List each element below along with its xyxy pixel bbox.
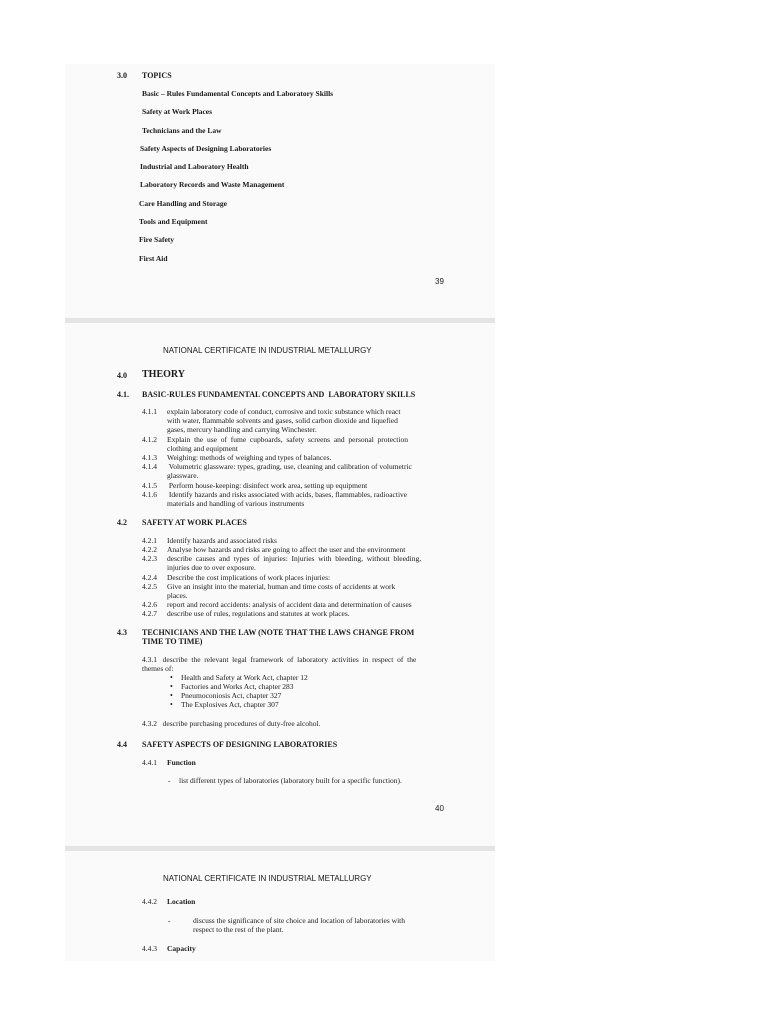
item-number: 4.1.6 xyxy=(142,490,157,499)
bullet-icon: • xyxy=(170,673,173,682)
item-text: respect to the rest of the plant. xyxy=(193,925,284,934)
bullet-icon: • xyxy=(170,700,173,709)
section-number: 4.3 xyxy=(117,628,127,637)
item-text: Volumetric glassware: types, grading, use, cleaning and calibration of volumetric xyxy=(167,462,412,471)
topics-heading: TOPICS xyxy=(142,71,172,80)
topics-number: 3.0 xyxy=(117,71,127,80)
item-number: 4.1.2 xyxy=(142,435,157,444)
bullet-text: Factories and Works Act, chapter 283 xyxy=(181,682,294,691)
item-text: Describe the cost implications of work places injuries: xyxy=(167,573,331,582)
item-text: Identify hazards and risks associated with acids, bases, flammables, radioactive xyxy=(167,490,408,499)
page-header: NATIONAL CERTIFICATE IN INDUSTRIAL METALLURGY xyxy=(163,346,372,355)
item-number: 4.1.5 xyxy=(142,481,157,490)
item-text: glassware. xyxy=(167,471,199,480)
bullet-icon: • xyxy=(170,691,173,700)
item-text: discuss the significance of site choice and location of laboratories with xyxy=(193,916,406,925)
document-page-41 xyxy=(65,851,495,961)
item-number: 4.2.5 xyxy=(142,582,157,591)
bullet-text: Pneumoconiosis Act, chapter 327 xyxy=(181,691,282,700)
item-text: explain laboratory code of conduct, corrosive and toxic substance which react xyxy=(167,407,401,416)
topic-item: Tools and Equipment xyxy=(139,217,208,226)
item-text: Weighing: methods of weighing and types of balances. xyxy=(167,453,332,462)
item-number: 4.1.1 xyxy=(142,407,157,416)
document-page-39 xyxy=(65,64,495,318)
subsection-heading: Function xyxy=(167,758,196,767)
section-number: 4.1. xyxy=(117,390,129,399)
section-heading-cont: TIME TO TIME) xyxy=(142,637,203,646)
topic-item: Laboratory Records and Waste Management xyxy=(140,180,285,189)
item-number: 4.1.4 xyxy=(142,462,157,471)
item-text: clothing and equipment xyxy=(167,444,238,453)
item-text: 4.3.2 describe purchasing procedures of duty-free alcohol. xyxy=(142,719,321,728)
topic-item: Basic – Rules Fundamental Concepts and Laboratory Skills xyxy=(142,89,334,98)
page-header: NATIONAL CERTIFICATE IN INDUSTRIAL METALLURGY xyxy=(163,874,372,883)
bullet-icon: • xyxy=(170,682,173,691)
item-number: 4.2.3 xyxy=(142,554,157,563)
bullet-text: Health and Safety at Work Act, chapter 12 xyxy=(181,673,308,682)
item-text: Identify hazards and associated risks xyxy=(167,536,277,545)
bullet-text: The Explosives Act, chapter 307 xyxy=(181,700,279,709)
item-number: 4.2.7 xyxy=(142,609,157,618)
item-text: themes of: xyxy=(142,664,174,673)
dash-marker: - xyxy=(168,776,171,785)
theory-heading: THEORY xyxy=(142,369,185,380)
item-text: 4.3.1 describe the relevant legal framework of laboratory activities in respect of the xyxy=(142,655,417,664)
subsection-number: 4.4.1 xyxy=(142,758,157,767)
item-number: 4.2.2 xyxy=(142,545,157,554)
subsection-heading: Location xyxy=(167,897,196,906)
item-text: injuries due to over exposure. xyxy=(167,563,256,572)
item-text: materials and handling of various instruments xyxy=(167,499,305,508)
subsection-heading: Capacity xyxy=(167,944,196,953)
item-text: with water, flammable solvents and gases, solid carbon dioxide and liquefied xyxy=(167,416,398,425)
item-text: Perform house-keeping: disinfect work area, setting up equipment xyxy=(167,481,368,490)
item-number: 4.2.4 xyxy=(142,573,157,582)
topic-item: Care Handling and Storage xyxy=(139,199,227,208)
page-number: 40 xyxy=(435,804,444,813)
item-text: gases, mercury handling and carrying Winchester. xyxy=(167,425,317,434)
section-heading: SAFETY ASPECTS OF DESIGNING LABORATORIES xyxy=(142,740,338,749)
topic-item: First Aid xyxy=(139,254,168,263)
topic-item: Technicians and the Law xyxy=(142,126,222,135)
item-text: report and record accidents: analysis of accident data and determination of causes xyxy=(167,600,412,609)
subsection-number: 4.4.2 xyxy=(142,897,157,906)
item-text: Analyse how hazards and risks are going to affect the user and the environment xyxy=(167,545,406,554)
section-number: 4.4 xyxy=(117,740,127,749)
section-heading: BASIC-RULES FUNDAMENTAL CONCEPTS AND LABORATORY SKILLS xyxy=(142,390,416,399)
section-heading: SAFETY AT WORK PLACES xyxy=(142,518,247,527)
section-number: 4.2 xyxy=(117,518,127,527)
item-number: 4.2.1 xyxy=(142,536,157,545)
item-text: places. xyxy=(167,591,188,600)
item-text: describe use of rules, regulations and statutes at work places. xyxy=(167,609,350,618)
item-text: list different types of laboratories (laboratory built for a specific function). xyxy=(179,776,402,785)
item-text: Give an insight into the material, human and time costs of accidents at work xyxy=(167,582,396,591)
page-number: 39 xyxy=(435,277,444,286)
item-text: describe causes and types of injuries: Injuries with bleeding, without bleeding, xyxy=(167,554,422,563)
item-number: 4.1.3 xyxy=(142,453,157,462)
dash-marker: - xyxy=(168,916,171,925)
section-heading: TECHNICIANS AND THE LAW (NOTE THAT THE LAWS CHANGE FROM xyxy=(142,628,415,637)
theory-number: 4.0 xyxy=(117,371,127,380)
topic-item: Safety Aspects of Designing Laboratories xyxy=(140,144,272,153)
item-number: 4.2.6 xyxy=(142,600,157,609)
topic-item: Safety at Work Places xyxy=(142,107,213,116)
topic-item: Fire Safety xyxy=(139,235,175,244)
topic-item: Industrial and Laboratory Health xyxy=(140,162,249,171)
item-text: Explain the use of fume cupboards, safety screens and personal protection xyxy=(167,435,408,444)
subsection-number: 4.4.3 xyxy=(142,944,157,953)
